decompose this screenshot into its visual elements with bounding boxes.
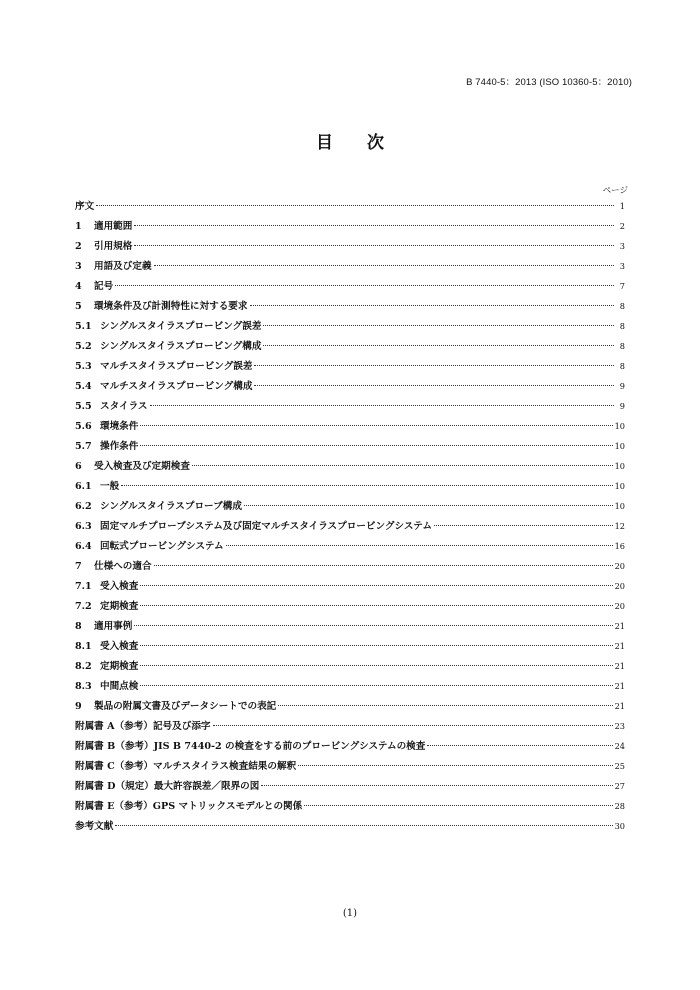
toc-entry-page: 10 [614,481,625,491]
toc-entry-number: 9 [75,701,82,712]
toc-entry-number: 7.1 [75,581,92,592]
toc-entry-page: 3 [619,261,625,271]
toc-entry-number: 5 [75,301,82,312]
toc-entry-number: 7 [75,561,82,572]
toc-entry-title: 回転式プロービングシステム [100,541,224,552]
toc-leader-dots [261,785,612,786]
toc-entry[interactable] [75,718,625,738]
toc-entry-number: 8.1 [75,641,92,652]
toc-entry-number: 2 [75,241,82,252]
toc-leader-dots [427,745,612,746]
toc-entry-title: シングルスタイラスプロービング誤差 [100,321,262,332]
toc-leader-dots [121,485,612,486]
toc-entry-title: 附属書 B（参考）JIS B 7440-2 の検査をする前のプロービングシステムの検査 [75,741,426,752]
toc-entry-page: 21 [614,621,625,631]
toc-entry-number: 5.2 [75,341,92,352]
toc-entry-number: 5.7 [75,441,92,452]
toc-entry-title: 受入検査 [100,641,139,652]
toc-entry-number: 6.2 [75,501,92,512]
toc-entry-page: 10 [614,421,625,431]
toc-entry-number: 1 [75,221,82,232]
toc-entry-title: 附属書 E（参考）GPS マトリックスモデルとの関係 [75,801,303,812]
toc-entry-page: 28 [614,801,625,811]
toc-entry[interactable] [75,358,625,378]
toc-entry-number: 6.3 [75,521,92,532]
toc-leader-dots [226,545,613,546]
toc-leader-dots [244,505,613,506]
toc-entry-page: 24 [614,741,625,751]
toc-entry-number: 8.3 [75,681,92,692]
toc-entry[interactable] [75,238,625,258]
toc-entry-title: 一般 [100,481,120,492]
toc-entry[interactable] [75,538,625,558]
toc-entry-title: スタイラス [100,401,148,412]
toc-entry-page: 8 [619,321,625,331]
toc-entry-title: 受入検査及び定期検査 [94,461,190,472]
toc-entry-number: 6.4 [75,541,92,552]
toc-leader-dots [254,385,614,386]
toc-entry-title: 中間点検 [100,681,139,692]
toc-entry[interactable] [75,598,625,618]
toc-entry[interactable] [75,218,625,238]
header-standard-code: B 7440-5：2013 (ISO 10360-5：2010) [466,77,632,88]
toc-entry[interactable] [75,398,625,418]
toc-entry[interactable] [75,318,625,338]
toc-entry-title: シングルスタイラスプローブ構成 [100,501,242,512]
toc-entry-page: 23 [614,721,625,731]
toc-leader-dots [213,725,613,726]
toc-leader-dots [115,825,612,826]
toc-entry-title: 受入検査 [100,581,139,592]
toc-leader-dots [134,245,614,246]
toc-entry-page: 21 [614,701,625,711]
toc-entry-title: 環境条件及び計測特性に対する要求 [94,301,248,312]
toc-entry[interactable] [75,658,625,678]
toc-entry[interactable] [75,418,625,438]
toc-entry-page: 21 [614,681,625,691]
toc-leader-dots [140,425,612,426]
toc-entry-page: 9 [619,381,625,391]
toc-entry-number: 5.4 [75,381,92,392]
toc-leader-dots [154,265,614,266]
toc-entry[interactable] [75,258,625,278]
toc-entry-page: 7 [619,281,625,291]
toc-entry-number: 6.1 [75,481,92,492]
toc-entry-number: 5.1 [75,321,92,332]
toc-leader-dots [434,525,613,526]
toc-leader-dots [140,665,612,666]
toc-entry[interactable] [75,498,625,518]
toc-entry-title: 固定マルチプローブシステム及び固定マルチスタイラスプロービングシステム [100,521,432,532]
toc-entry[interactable] [75,438,625,458]
toc-entry-page: 10 [614,441,625,451]
toc-entry-page: 21 [614,641,625,651]
toc-entry[interactable] [75,758,625,778]
toc-entry[interactable] [75,338,625,358]
toc-entry-page: 8 [619,361,625,371]
toc-entry[interactable] [75,198,625,218]
toc-entry-page: 30 [614,821,625,831]
toc-entry[interactable] [75,638,625,658]
toc-entry-page: 3 [619,241,625,251]
toc-entry-title: 定期検査 [100,661,139,672]
toc-entry-title: 適用範囲 [94,221,133,232]
toc-entry-page: 10 [614,501,625,511]
toc-entry-page: 12 [614,521,625,531]
toc-entry-page: 1 [619,201,625,211]
toc-entry-number: 6 [75,461,82,472]
toc-entry-number: 8 [75,621,82,632]
toc-leader-dots [154,565,613,566]
toc-entry-page: 25 [614,761,625,771]
toc-entry-page: 16 [614,541,625,551]
page-title: 目 次 [316,133,398,153]
toc-entry-title: マルチスタイラスプロービング誤差 [100,361,253,372]
toc-leader-dots [263,325,614,326]
footer-page-number: (1) [342,908,358,919]
toc-leader-dots [96,205,614,206]
toc-entry-number: 3 [75,261,82,272]
toc-entry[interactable] [75,518,625,538]
toc-entry[interactable] [75,278,625,298]
toc-entry[interactable] [75,478,625,498]
toc-entry-page: 20 [614,581,625,591]
toc-entry[interactable] [75,678,625,698]
toc-leader-dots [263,345,614,346]
toc-leader-dots [250,305,615,306]
toc-entry-title: 仕様への適合 [94,561,152,572]
toc-entry[interactable] [75,378,625,398]
toc-entry-title: 適用事例 [94,621,133,632]
toc-entry-title: 附属書 D（規定）最大許容誤差／限界の図 [75,781,260,792]
table-of-contents [75,198,625,838]
toc-leader-dots [304,805,612,806]
toc-leader-dots [115,285,614,286]
toc-leader-dots [298,765,612,766]
toc-entry-title: 記号 [94,281,114,292]
toc-entry-page: 9 [619,401,625,411]
toc-leader-dots [278,705,612,706]
toc-entry-page: 8 [619,301,625,311]
toc-leader-dots [134,225,614,226]
toc-entry[interactable] [75,558,625,578]
page-column-label: ページ [602,186,628,196]
toc-entry-title: 引用規格 [94,241,133,252]
toc-entry-page: 21 [614,661,625,671]
toc-entry-title: 附属書 C（参考）マルチスタイラス検査結果の解釈 [75,761,297,772]
toc-entry[interactable] [75,818,625,838]
toc-entry-title: 序文 [75,201,95,212]
toc-entry[interactable] [75,738,625,758]
toc-entry-page: 10 [614,461,625,471]
toc-leader-dots [140,685,612,686]
toc-entry[interactable] [75,698,625,718]
toc-entry-title: シングルスタイラスプロービング構成 [100,341,262,352]
toc-entry[interactable] [75,798,625,818]
toc-entry-number: 8.2 [75,661,92,672]
toc-entry[interactable] [75,298,625,318]
toc-entry-page: 8 [619,341,625,351]
toc-entry-page: 20 [614,601,625,611]
toc-entry-title: 製品の附属文書及びデータシートでの表記 [94,701,277,712]
toc-entry-page: 27 [614,781,625,791]
toc-leader-dots [140,445,612,446]
toc-leader-dots [134,625,612,626]
toc-entry-page: 2 [619,221,625,231]
toc-leader-dots [140,585,612,586]
toc-entry-title: 用語及び定義 [94,261,152,272]
toc-leader-dots [254,365,614,366]
toc-entry-number: 4 [75,281,82,292]
toc-entry[interactable] [75,458,625,478]
toc-entry[interactable] [75,618,625,638]
toc-entry-number: 5.5 [75,401,92,412]
toc-entry[interactable] [75,778,625,798]
toc-entry-title: 環境条件 [100,421,139,432]
toc-entry-title: 操作条件 [100,441,139,452]
toc-leader-dots [140,645,612,646]
toc-entry[interactable] [75,578,625,598]
toc-entry-title: マルチスタイラスプロービング構成 [100,381,253,392]
toc-entry-number: 5.3 [75,361,92,372]
toc-entry-number: 5.6 [75,421,92,432]
toc-entry-title: 定期検査 [100,601,139,612]
toc-entry-page: 20 [614,561,625,571]
toc-entry-number: 7.2 [75,601,92,612]
toc-entry-title: 参考文献 [75,821,114,832]
toc-leader-dots [192,465,613,466]
toc-leader-dots [150,405,615,406]
toc-leader-dots [140,605,612,606]
toc-entry-title: 附属書 A（参考）記号及び添字 [75,721,211,732]
